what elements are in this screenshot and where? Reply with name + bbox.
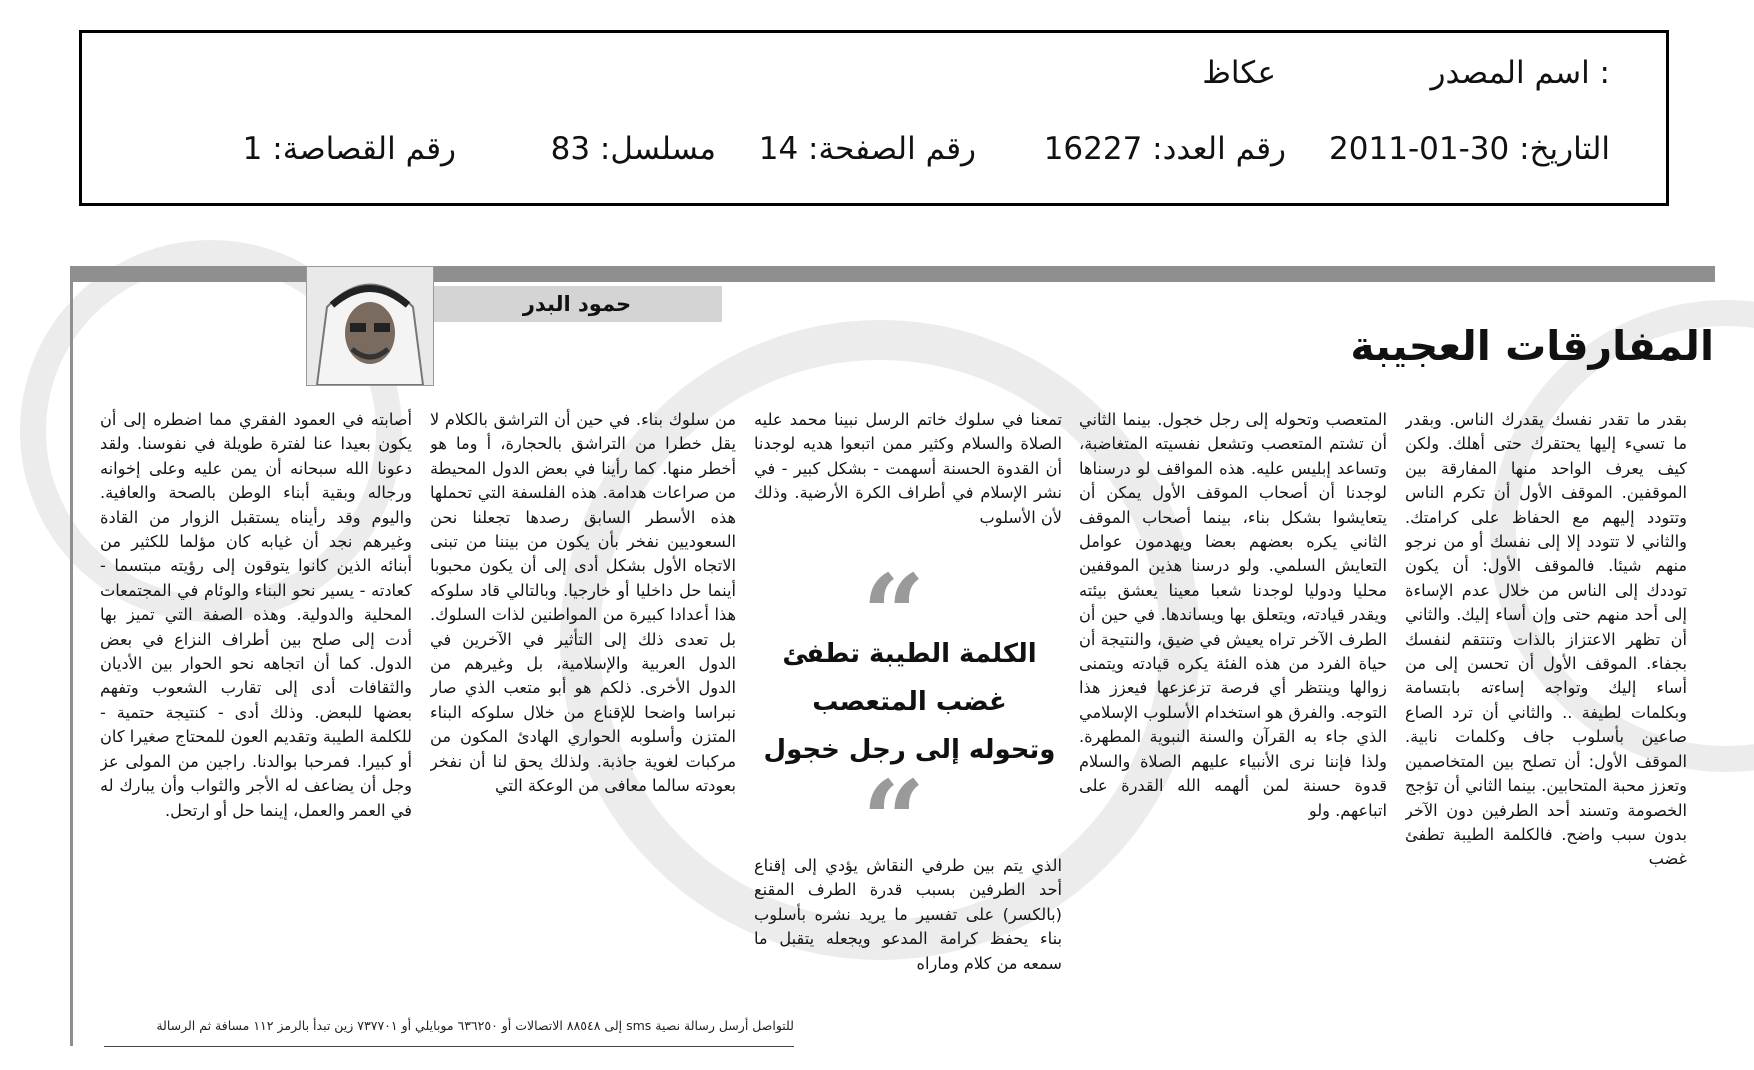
article-column-5: أصابته في العمود الفقري مما اضطره إلى أن يكون بعيدا عنا لفترة طويلة في نفوسنا. ولقد دعونا الله سبحانه أن يمن عليه وعلى إخوانه ورجاله وبقية أبناء الوطن بالصحة والعافية. واليوم وقد رأيناه يستقبل الزوار من القادة وغيرهم نجد أن غيابه كان مؤلما للكثير من أبنائه الذين كانوا يتوقون إلى رؤيته مبتسما - كعادته - يسير نحو البناء والوئام في المجتمعات المحلية والدولية. وهذه الصفة التي تميز بها أدت إلى صلح بين أطراف النزاع في بعض الدول. كما أن اتجاهه نحو الحوار بين الأديان والثقافات أدى إلى تقارب الشعوب وتفهم بعضها للبعض. وذلك أدى - كنتيجة حتمية - للكلمة الطيبة وتقديم العون للمحتاج صغيرا كان أو كبيرا. فمرحبا بوالدنا. راجين من المولى عز وجل أن يضاعف له الأجر والثواب وأن يبارك له في العمر والعمل، إينما حل أو ارتحل. bbox=[100, 410, 412, 820]
pull-quote-line-1: الكلمة الطيبة تطفئ bbox=[782, 639, 1037, 669]
pull-quote bbox=[752, 630, 1067, 774]
source-info-box bbox=[79, 30, 1669, 206]
source-value: عكاظ bbox=[1202, 55, 1276, 91]
pull-quote-line-3: وتحوله إلى رجل خجول bbox=[763, 735, 1056, 765]
clip-number: رقم القصاصة: 1 bbox=[242, 131, 456, 167]
serial-number: مسلسل: 83 bbox=[550, 131, 716, 167]
open-quote-icon: “ bbox=[862, 550, 926, 679]
author-photo bbox=[306, 266, 434, 386]
footer-contact-note: للتواصل أرسل رسالة نصية sms إلى ٨٨٥٤٨ الاتصالات أو ٦٣٦٢٥٠ موبايلي أو ٧٣٧٧٠١ زين تبدأ بالرمز ١١٢ مسافة ثم الرسالة bbox=[156, 1018, 794, 1033]
footer-rule bbox=[104, 1046, 794, 1047]
page-number: رقم الصفحة: 14 bbox=[758, 131, 976, 167]
issue-number: رقم العدد: 16227 bbox=[1043, 131, 1286, 167]
close-quote-icon: “ bbox=[862, 756, 926, 885]
article-column-3: تمعنا في سلوك خاتم الرسل نبينا محمد عليه الصلاة والسلام وكثير ممن اتبعوا هديه لوجدنا أن القدوة الحسنة أسهمت - بشكل كبير - في نشر الإسلام في أطراف الكرة الأرضية. وذلك لأن الأسلوب bbox=[754, 410, 1062, 527]
source-label: اسم المصدر : bbox=[1430, 55, 1610, 91]
pull-quote-line-2: غضب المتعصب bbox=[812, 687, 1007, 717]
author-name: حمود البدر bbox=[522, 292, 632, 316]
article-title: المفارقات العجيبة bbox=[1350, 322, 1714, 370]
article-column-4: من سلوك بناء. في حين أن التراشق بالكلام لا يقل خطرا من التراشق بالحجارة، أ وما هو أخطر منها. كما رأينا في بعض الدول المحيطة من صراعات هدامة. هذه الفلسفة التي تحملها هذه الأسطر السابق رصدها تجعلنا نحن السعوديين نفخر بأن يكون من بيننا من تبنى الاتجاه الأول بشكل أدى إلى أن يكون محبوبا أينما حل داخليا أو خارجيا. وبالتالي قاد سلوكه هذا أعدادا كبيرة من المواطنين لذات السلوك. بل تعدى ذلك إلى التأثير في الآخرين في الدول العربية والإسلامية، بل وغيرهم من الدول الأخرى. ذلكم هو أبو متعب الذي صار نبراسا واضحا للإقناع من خلال سلوكه البناء المتزن وأسلوبه الحواري الهادئ المكون من مركبات لغوية جاذبة. ولذلك يحق لنا أن نفخر بعودته سالما معافى من الوعكة التي bbox=[430, 410, 736, 796]
article-column-1: بقدر ما تقدر نفسك يقدرك الناس. وبقدر ما تسيء إليها يحتقرك حتى أهلك. ولكن كيف يعرف الواحد منها المفارقة بين الموقفين. الموقف الأول أن تكرم الناس وتتودد إليهم مع الحفاظ على كرامتك. والثاني لا تتودد إلا إلى نفسك أو من نرجو منهم شيئا. فالموقف الأول: أن يكون توددك إلى الناس من خلال عدم الإساءة إلى أحد منهم حتى وإن أساء إليك. والثاني أن تظهر الاعتزاز بالذات وتنتقم لنفسك بجفاء. الموقف الأول أن تحسن إلى من أساء إليك وتواجه إساءته بابتسامة وبكلمات لطيفة .. والثاني أن ترد الصاع صاعين بأسلوب جاف وكلمات نابية. الموقف الأول: أن تصلح بين المتخاصمين وتعزز محبة المتحابين. بينما الثاني أن تؤجج الخصومة وتسند أحد الطرفين دون الآخر بدون سبب واضح. فالكلمة الطيبة تطفئ غضب bbox=[1405, 410, 1687, 869]
article-left-rule bbox=[70, 266, 73, 1046]
article-column-2: المتعصب وتحوله إلى رجل خجول. بينما الثاني أن تشتم المتعصب وتشعل نفسيته المتغاضبة، وتساعد إبليس عليه. هذه المواقف لو درسناها لوجدنا أن أصحاب الموقف الأول يمكن أن يتعايشوا بشكل بناء، بينما أصحاب الموقف الثاني يكره بعضهم بعضا ويهدمون عوامل التعايش السلمي. ولو درسنا هذين الموقفين محليا ودوليا لوجدنا شعبا معينا يعشق بيئته ويقدر قيادته، ويتعلق بها ويساندها. في حين أن الطرف الآخر تراه يعيش في ضيق، والنتيجة أن حياة الفرد من هذه الفئة يكره قيادته ويتمنى زوالها وينتظر أي فرصة تزعزعها فيعزز هذا التوجه. والفرق هو استخدام الأسلوب الإسلامي الذي جاء به القرآن والسنة النبوية المطهرة. ولذا فإننا نرى الأنبياء عليهم الصلاة والسلام قدوة حسنة لمن ألهمه الله القدرة على اتباعهم. ولو bbox=[1079, 410, 1387, 820]
date-field: التاريخ: 30-01-2011 bbox=[1329, 131, 1610, 167]
article-column-3b: الذي يتم بين طرفي النقاش يؤدي إلى إقناع أحد الطرفين بسبب قدرة الطرف المقنع (بالكسر) على تفسير ما يريد نشره بأسلوب بناء يحفظ كرامة المدعو ويجعله يتقبل ما سمعه من كلام وماراه bbox=[754, 856, 1062, 973]
